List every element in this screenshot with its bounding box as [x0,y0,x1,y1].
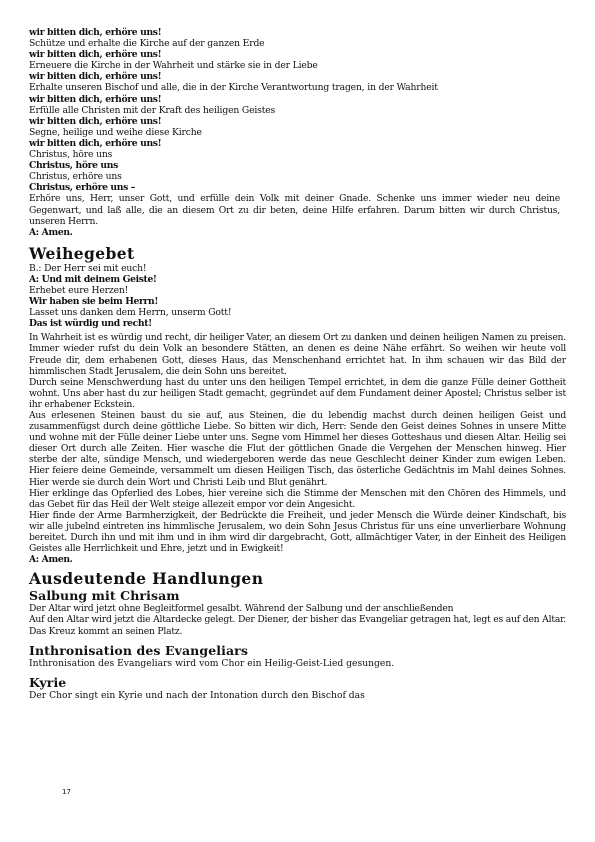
heading-inthronisation: Inthronisation des Evangeliars [29,642,248,658]
litany-response: wir bitten dich, erhöre uns! [29,93,162,105]
prayer-paragraph: Hier erklinge das Opferlied des Lobes, hier vereine sich die Stimme der Menschen mit den Chören des Himmels, und das Gebet für das Heil der Welt steige allezeit empor vor dein Angesicht. [29,487,566,510]
dialogue-response: A: Und mit deinem Geiste! [29,273,157,285]
litany-petition: Segne, heilige und weihe diese Kirche [29,126,202,138]
litany-petition: Christus, höre uns [29,149,113,161]
litany-petition: Erfülle alle Christen mit der Kraft des heiligen Geistes [29,104,276,116]
prayer-paragraph: Aus erlesenen Steinen baust du sie auf, aus Steinen, die du lebendig machst durch deinen heiligen Geist und zusammenfügst durch deine göttliche Liebe. So bitten wir dich, Herr: Sende den Geist deines Sohnes in unsere Mitte und wohne mit der Fülle deiner Liebe unter uns. Segne vom Himmel her dieses Gotteshaus und diesen Altar. Heilig sei dieser Ort durch alle Zeiten. Hier wasche die Flut der göttlichen Gnade die Vergehen der Menschen hinweg. Hier sterbe der alte, sündige Mensch, und wiedergeboren werde das neue Geschlecht deiner Kinder zum ewigen Leben. Hier feiere deine Gemeinde, versammelt um diesen Heiligen Tisch, das österliche Gedächtnis im Mahl deines Sohnes. Hier werde sie durch dein Wort und Christi Leib und Blut genährt. [29,410,566,488]
prayer-paragraph: Durch seine Menschwerdung hast du unter uns den heiligen Tempel errichtet, in dem die ganze Fülle deiner Gottheit wohnt. Uns aber hast du zur heiligen Stadt gemacht, gegründet auf dem Fundament deiner Apostel; Christus selber ist ihr erhabener Eckstein. [29,376,566,410]
closing-amen: A: Amen. [29,226,73,238]
salbung-line-2: Auf den Altar wird jetzt die Altardecke gelegt. Der Diener, der bisher das Evangeliar getragen hat, legt es auf den Altar. Das Kreuz kommt an seinen Platz. [29,614,566,637]
subheading-salbung: Salbung mit Chrisam [29,588,180,604]
closing-prayer: Erhöre uns, Herr, unser Gott, und erfülle dein Volk mit deiner Gnade. Schenke uns immer wieder neu deine Gegenwart, und laß alle, die an diesem Ort zu dir beten, deine Hilfe erfahren. Darum bitten wir durch Christus, unseren Herrn. [29,193,560,227]
dialogue-call: Lasset uns danken dem Herrn, unserm Gott! [29,307,232,319]
weihegebet-dialogue [29,263,566,330]
litany-response: wir bitten dich, erhöre uns! [29,115,162,127]
dialogue-response: Das ist würdig und recht! [29,318,152,330]
heading-weihegebet: Weihegebet [29,243,135,263]
weihegebet-prayer [29,332,566,554]
dialogue-call: B.: Der Herr sei mit euch! [29,262,147,274]
heading-ausdeutende-handlungen: Ausdeutende Handlungen [29,569,264,589]
page-number: 17 [62,788,71,796]
litany-response: Christus, erhöre uns – [29,182,135,194]
dialogue-call: Erhebet eure Herzen! [29,284,129,296]
document-page [29,27,566,701]
litany-petition: Schütze und erhalte die Kirche auf der ganzen Erde [29,38,265,50]
litany-response: wir bitten dich, erhöre uns! [29,27,162,38]
weihegebet-amen: A: Amen. [29,554,73,566]
litany-response: wir bitten dich, erhöre uns! [29,137,162,149]
salbung-line-1: Der Altar wird jetzt ohne Begleitformel gesalbt. Während der Salbung und der anschließenden [29,603,454,615]
kyrie-text: Der Chor singt ein Kyrie und nach der Intonation durch den Bischof das [29,689,365,701]
litany-petition: Erhalte unseren Bischof und alle, die in der Kirche Verantwortung tragen, in der Wahrheit [29,82,438,94]
litany-response: wir bitten dich, erhöre uns! [29,49,162,61]
dialogue-response: Wir haben sie beim Herrn! [29,296,159,308]
prayer-paragraph: Hier finde der Arme Barmherzigkeit, der Bedrückte die Freiheit, und jeder Mensch die Würde deiner Kindschaft, bis wir alle jubelnd eintreten ins himmlische Jerusalem, wo dein Sohn Jesus Christus für uns eine unverlierbare Wohnung bereitet. Durch ihn und mit ihm und in ihm wird dir dargebracht, Gott, allmächtiger Vater, in der Einheit des Heiligen Geistes alle Herrlichkeit und Ehre, jetzt und in Ewigkeit! [29,509,566,555]
litany-petition: Erneuere die Kirche in der Wahrheit und stärke sie in der Liebe [29,60,318,72]
prayer-paragraph: In Wahrheit ist es würdig und recht, dir heiliger Vater, an diesem Ort zu danken und deinen heiligen Namen zu preisen. Immer wieder rufst du dein Volk an besondere Stätten, an denen es deine Nähe erfährt. So weihen wir heute voll Freude dir, dem erhabenen Gott, dieses Haus, das Menschenhand errichtet hat. In ihm schauen wir das Bild der himmlischen Stadt Jerusalem, die dein Sohn uns bereitet. [29,332,566,377]
litany-block [29,27,566,193]
litany-response: wir bitten dich, erhöre uns! [29,71,162,83]
heading-kyrie: Kyrie [29,674,67,690]
litany-response: Christus, höre uns [29,160,118,172]
inthronisation-text: Inthronisation des Evangeliars wird vom Chor ein Heilig-Geist-Lied gesungen. [29,657,395,669]
litany-petition: Christus, erhöre uns [29,171,122,183]
